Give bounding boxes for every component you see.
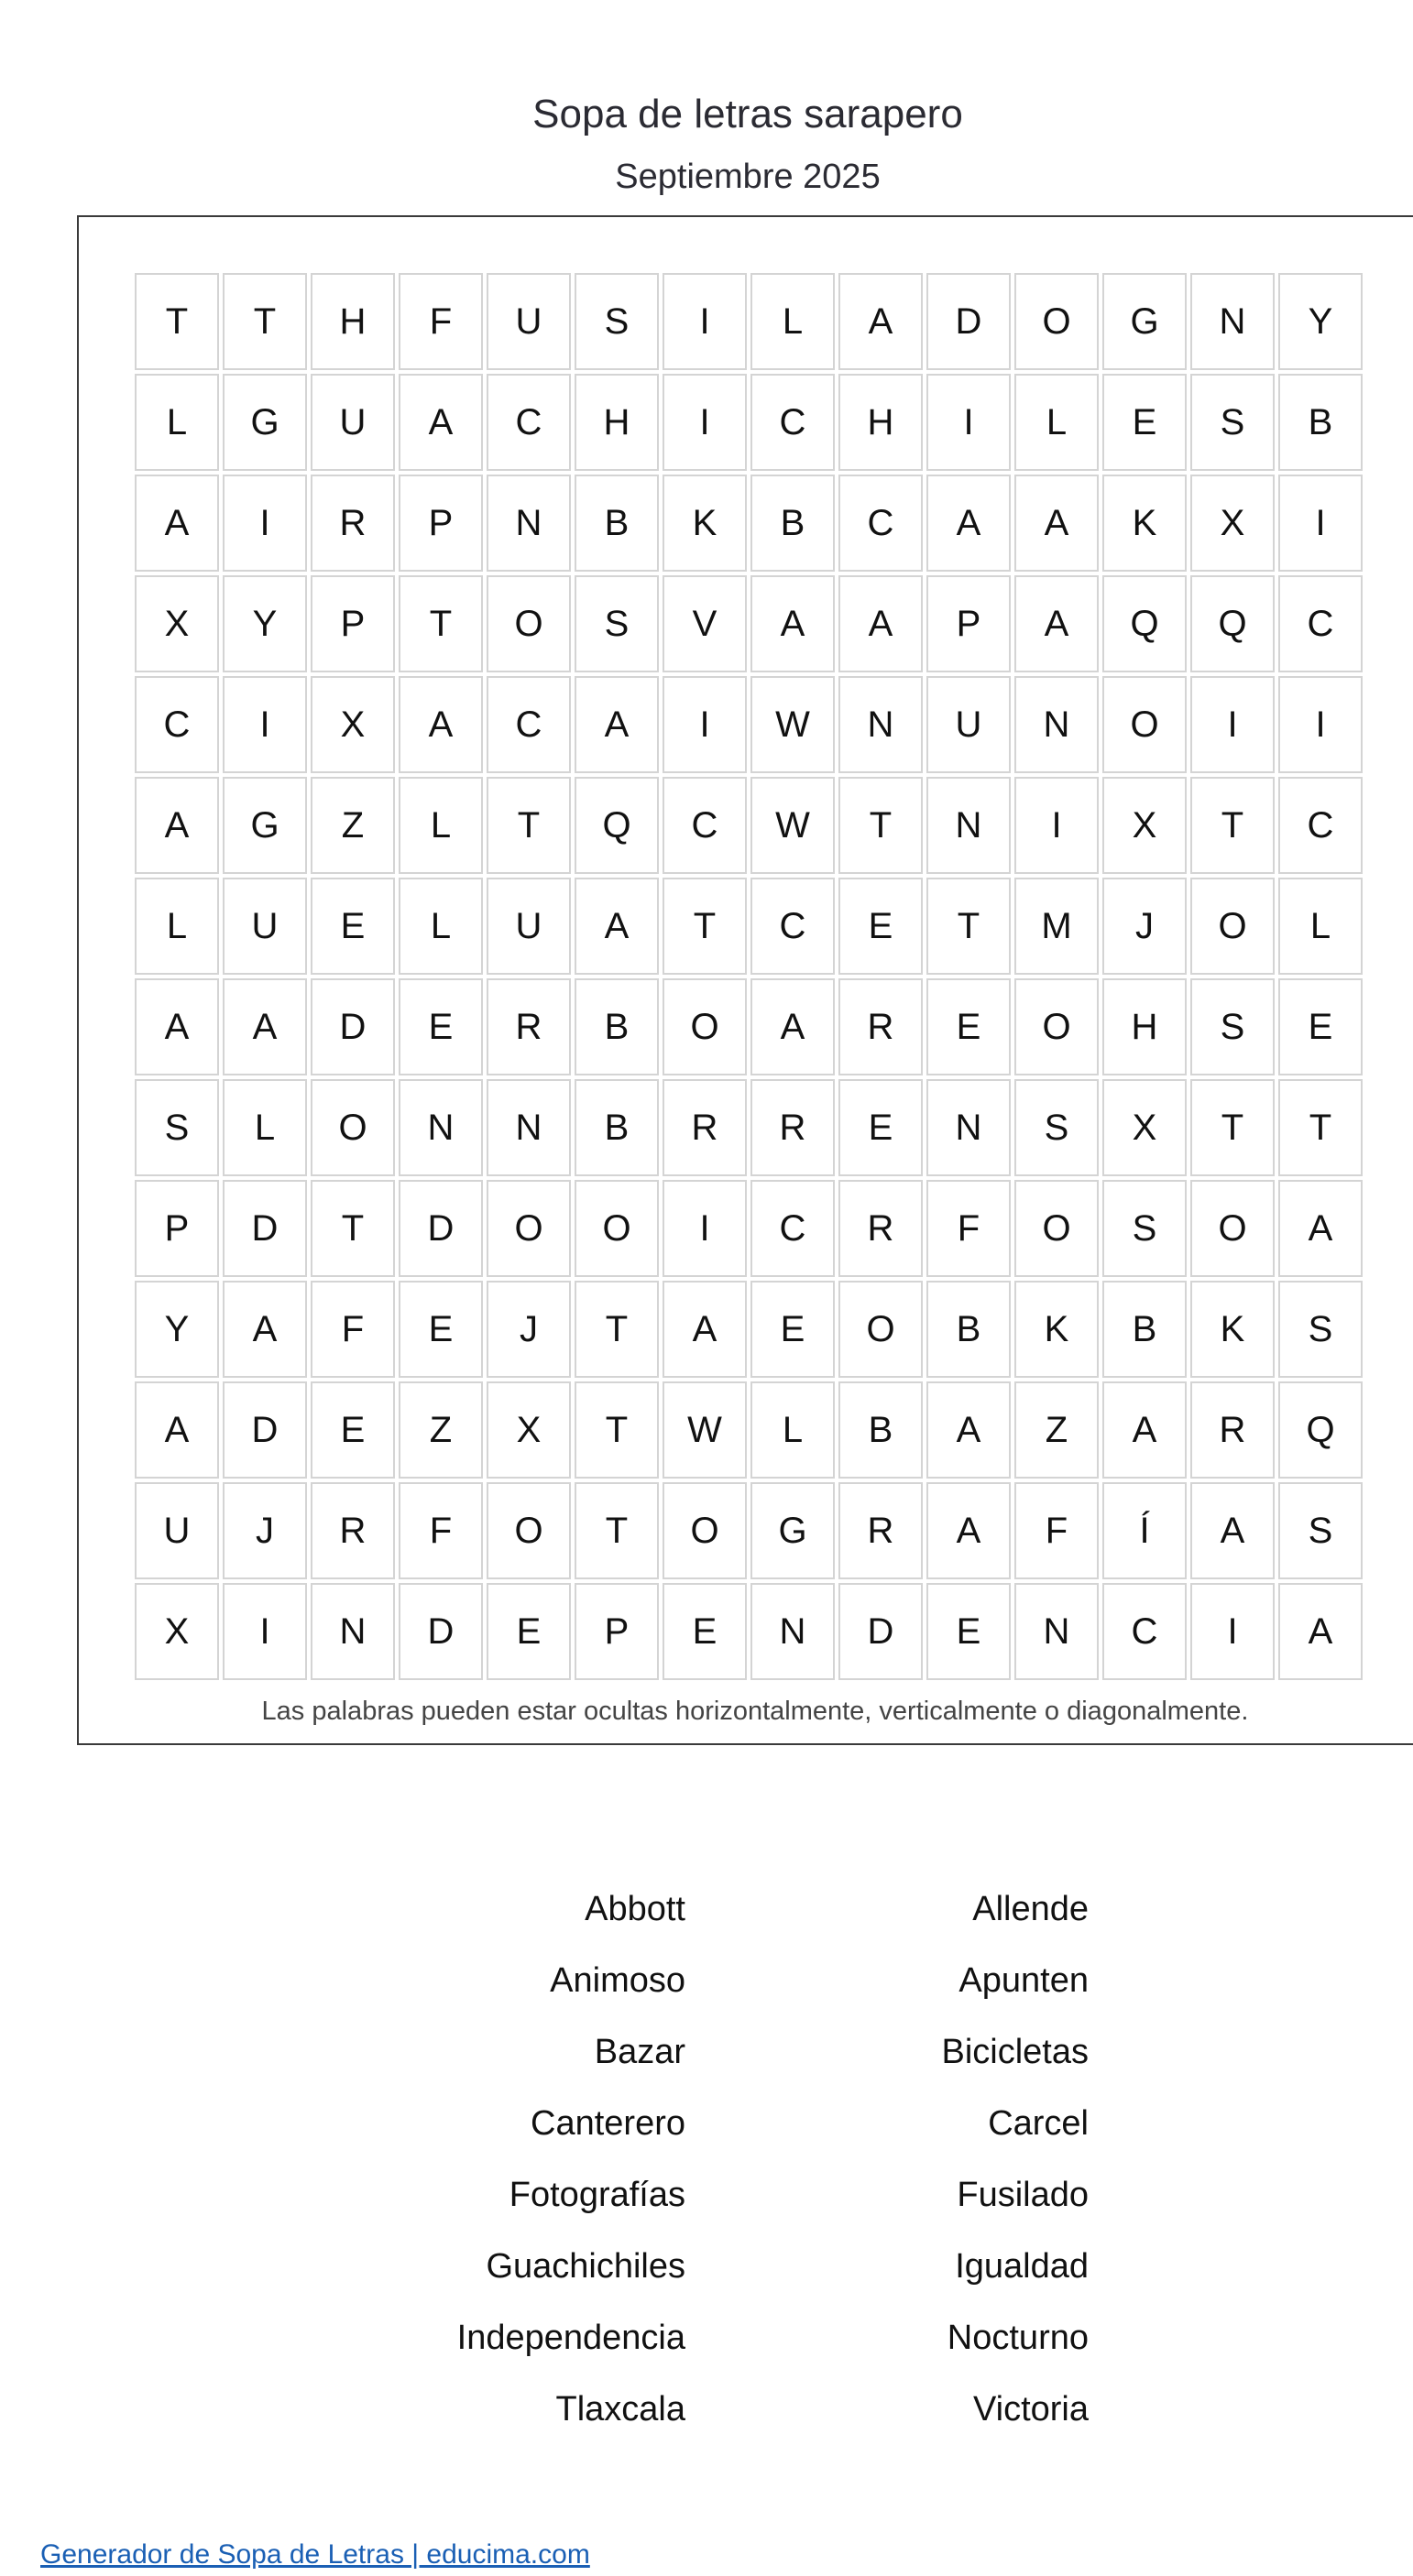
grid-cell: T xyxy=(663,878,747,975)
grid-cell: B xyxy=(1102,1281,1187,1378)
word-list-item: Tlaxcala xyxy=(555,2390,685,2429)
grid-cell: X xyxy=(1102,777,1187,874)
grid-cell: U xyxy=(311,374,395,471)
grid-cell: N xyxy=(926,1079,1011,1176)
grid-cell: K xyxy=(663,475,747,572)
grid-cell: B xyxy=(575,978,659,1075)
grid-cell: O xyxy=(487,1482,571,1579)
grid-cell: Q xyxy=(1190,575,1275,672)
grid-cell: B xyxy=(575,475,659,572)
grid-cell: A xyxy=(135,777,219,874)
grid-cell: E xyxy=(838,1079,923,1176)
grid-cell: T xyxy=(1190,777,1275,874)
puzzle-instructions: Las palabras pueden estar ocultas horizontalmente, verticalmente o diagonalmente. xyxy=(261,1697,1249,1726)
grid-cell: A xyxy=(838,273,923,370)
grid-cell: T xyxy=(311,1180,395,1277)
grid-cell: E xyxy=(311,1381,395,1479)
grid-cell: L xyxy=(135,374,219,471)
word-list-item: Igualdad xyxy=(955,2247,1089,2286)
word-list-item: Animoso xyxy=(550,1961,685,2000)
grid-cell: I xyxy=(1278,475,1363,572)
page-subtitle: Septiembre 2025 xyxy=(615,158,881,196)
word-list-item: Independencia xyxy=(456,2319,685,2357)
word-list-item: Bazar xyxy=(594,2033,685,2071)
grid-cell: Q xyxy=(1102,575,1187,672)
grid-cell: Í xyxy=(1102,1482,1187,1579)
grid-cell: L xyxy=(750,273,835,370)
grid-cell: G xyxy=(750,1482,835,1579)
grid-cell: T xyxy=(1190,1079,1275,1176)
grid-cell: S xyxy=(1190,978,1275,1075)
grid-cell: E xyxy=(399,1281,483,1378)
grid-cell: T xyxy=(926,878,1011,975)
grid-cell: X xyxy=(1102,1079,1187,1176)
grid-cell: G xyxy=(223,374,307,471)
grid-cell: I xyxy=(663,676,747,773)
word-list-item: Fusilado xyxy=(957,2176,1089,2214)
grid-cell: S xyxy=(1190,374,1275,471)
grid-cell: Y xyxy=(135,1281,219,1378)
grid-cell: S xyxy=(1014,1079,1099,1176)
grid-cell: C xyxy=(750,374,835,471)
grid-cell: A xyxy=(223,978,307,1075)
grid-cell: R xyxy=(311,475,395,572)
grid-cell: S xyxy=(1278,1281,1363,1378)
grid-cell: O xyxy=(575,1180,659,1277)
grid-cell: I xyxy=(223,475,307,572)
grid-cell: T xyxy=(1278,1079,1363,1176)
grid-cell: A xyxy=(1278,1180,1363,1277)
grid-cell: E xyxy=(838,878,923,975)
grid-cell: C xyxy=(1278,777,1363,874)
grid-cell: X xyxy=(135,1583,219,1680)
grid-cell: F xyxy=(311,1281,395,1378)
grid-cell: C xyxy=(135,676,219,773)
grid-cell: Y xyxy=(223,575,307,672)
grid-cell: U xyxy=(926,676,1011,773)
grid-cell: A xyxy=(663,1281,747,1378)
grid-cell: N xyxy=(838,676,923,773)
grid-cell: V xyxy=(663,575,747,672)
grid-cell: D xyxy=(399,1180,483,1277)
word-list-item: Guachichiles xyxy=(486,2247,685,2286)
grid-cell: O xyxy=(487,1180,571,1277)
grid-cell: E xyxy=(487,1583,571,1680)
grid-cell: E xyxy=(926,1583,1011,1680)
grid-cell: U xyxy=(135,1482,219,1579)
word-list-item: Nocturno xyxy=(947,2319,1089,2357)
grid-cell: X xyxy=(311,676,395,773)
grid-cell: E xyxy=(1278,978,1363,1075)
grid-cell: O xyxy=(663,1482,747,1579)
grid-cell: B xyxy=(1278,374,1363,471)
grid-cell: D xyxy=(311,978,395,1075)
grid-cell: J xyxy=(223,1482,307,1579)
grid-cell: O xyxy=(838,1281,923,1378)
grid-cell: D xyxy=(399,1583,483,1680)
grid-cell: E xyxy=(750,1281,835,1378)
word-list-item: Bicicletas xyxy=(941,2033,1089,2071)
grid-cell: A xyxy=(926,1381,1011,1479)
grid-cell: L xyxy=(223,1079,307,1176)
grid-cell: C xyxy=(750,878,835,975)
grid-cell: A xyxy=(750,978,835,1075)
grid-cell: B xyxy=(838,1381,923,1479)
grid-cell: N xyxy=(1190,273,1275,370)
grid-cell: C xyxy=(1102,1583,1187,1680)
grid-cell: I xyxy=(663,1180,747,1277)
grid-cell: G xyxy=(223,777,307,874)
grid-cell: H xyxy=(575,374,659,471)
grid-cell: E xyxy=(1102,374,1187,471)
grid-cell: I xyxy=(663,374,747,471)
grid-cell: T xyxy=(223,273,307,370)
grid-cell: A xyxy=(399,374,483,471)
grid-cell: A xyxy=(838,575,923,672)
grid-cell: X xyxy=(1190,475,1275,572)
grid-cell: I xyxy=(1014,777,1099,874)
grid-cell: X xyxy=(135,575,219,672)
grid-cell: Y xyxy=(1278,273,1363,370)
word-list-item: Carcel xyxy=(988,2104,1089,2143)
grid-cell: U xyxy=(487,878,571,975)
grid-cell: L xyxy=(135,878,219,975)
grid-cell: A xyxy=(223,1281,307,1378)
grid-cell: K xyxy=(1014,1281,1099,1378)
grid-cell: O xyxy=(1190,1180,1275,1277)
grid-cell: A xyxy=(575,878,659,975)
grid-cell: S xyxy=(575,575,659,672)
grid-cell: M xyxy=(1014,878,1099,975)
grid-cell: L xyxy=(750,1381,835,1479)
grid-cell: U xyxy=(223,878,307,975)
grid-cell: E xyxy=(663,1583,747,1680)
grid-cell: O xyxy=(1014,273,1099,370)
grid-cell: N xyxy=(487,475,571,572)
grid-cell: B xyxy=(575,1079,659,1176)
grid-cell: R xyxy=(838,1180,923,1277)
grid-cell: C xyxy=(838,475,923,572)
grid-cell: L xyxy=(1014,374,1099,471)
grid-cell: T xyxy=(575,1482,659,1579)
grid-cell: O xyxy=(311,1079,395,1176)
grid-cell: L xyxy=(1278,878,1363,975)
grid-cell: R xyxy=(663,1079,747,1176)
word-list-item: Allende xyxy=(972,1890,1089,1928)
grid-cell: A xyxy=(1014,475,1099,572)
grid-cell: D xyxy=(223,1381,307,1479)
word-list-item: Fotografías xyxy=(509,2176,685,2214)
grid-cell: W xyxy=(750,676,835,773)
grid-cell: A xyxy=(135,978,219,1075)
grid-cell: N xyxy=(926,777,1011,874)
grid-cell: Z xyxy=(1014,1381,1099,1479)
grid-cell: P xyxy=(926,575,1011,672)
grid-cell: F xyxy=(399,273,483,370)
grid-cell: B xyxy=(750,475,835,572)
grid-cell: J xyxy=(487,1281,571,1378)
grid-cell: H xyxy=(1102,978,1187,1075)
grid-cell: Z xyxy=(399,1381,483,1479)
grid-cell: U xyxy=(487,273,571,370)
grid-cell: A xyxy=(399,676,483,773)
grid-cell: G xyxy=(1102,273,1187,370)
grid-cell: L xyxy=(399,777,483,874)
grid-cell: R xyxy=(838,978,923,1075)
grid-cell: O xyxy=(1014,1180,1099,1277)
grid-cell: R xyxy=(311,1482,395,1579)
grid-cell: A xyxy=(926,475,1011,572)
grid-cell: P xyxy=(399,475,483,572)
grid-cell: R xyxy=(1190,1381,1275,1479)
grid-cell: L xyxy=(399,878,483,975)
grid-cell: X xyxy=(487,1381,571,1479)
grid-cell: A xyxy=(926,1482,1011,1579)
grid-cell: T xyxy=(575,1281,659,1378)
grid-cell: H xyxy=(311,273,395,370)
grid-cell: O xyxy=(1014,978,1099,1075)
grid-cell: O xyxy=(1102,676,1187,773)
grid-cell: C xyxy=(487,676,571,773)
grid-cell: O xyxy=(1190,878,1275,975)
grid-cell: P xyxy=(311,575,395,672)
grid-cell: D xyxy=(838,1583,923,1680)
grid-cell: Z xyxy=(311,777,395,874)
grid-cell: A xyxy=(1102,1381,1187,1479)
grid-cell: N xyxy=(1014,676,1099,773)
grid-cell: I xyxy=(223,1583,307,1680)
grid-cell: A xyxy=(1014,575,1099,672)
grid-cell: O xyxy=(663,978,747,1075)
grid-cell: C xyxy=(750,1180,835,1277)
grid-cell: H xyxy=(838,374,923,471)
grid-cell: N xyxy=(750,1583,835,1680)
grid-cell: B xyxy=(926,1281,1011,1378)
grid-cell: P xyxy=(575,1583,659,1680)
grid-cell: N xyxy=(311,1583,395,1680)
grid-cell: N xyxy=(487,1079,571,1176)
grid-cell: R xyxy=(838,1482,923,1579)
grid-cell: E xyxy=(926,978,1011,1075)
grid-cell: A xyxy=(750,575,835,672)
grid-cell: Q xyxy=(1278,1381,1363,1479)
grid-cell: Q xyxy=(575,777,659,874)
educima-generator-link[interactable]: Generador de Sopa de Letras | educima.com xyxy=(40,2539,590,2570)
grid-cell: I xyxy=(1190,1583,1275,1680)
grid-cell: W xyxy=(663,1381,747,1479)
letter-grid xyxy=(135,273,1363,1680)
grid-cell: E xyxy=(311,878,395,975)
grid-cell: I xyxy=(1278,676,1363,773)
grid-cell: I xyxy=(663,273,747,370)
word-list-item: Abbott xyxy=(585,1890,685,1928)
grid-cell: C xyxy=(663,777,747,874)
grid-cell: S xyxy=(575,273,659,370)
grid-cell: D xyxy=(223,1180,307,1277)
grid-cell: K xyxy=(1190,1281,1275,1378)
grid-cell: S xyxy=(1278,1482,1363,1579)
grid-cell: J xyxy=(1102,878,1187,975)
grid-cell: N xyxy=(399,1079,483,1176)
grid-cell: A xyxy=(575,676,659,773)
grid-cell: T xyxy=(399,575,483,672)
word-list-item: Victoria xyxy=(972,2390,1089,2429)
grid-cell: N xyxy=(1014,1583,1099,1680)
word-list xyxy=(275,1885,1100,2457)
grid-cell: R xyxy=(487,978,571,1075)
page-title: Sopa de letras sarapero xyxy=(532,92,963,136)
grid-cell: D xyxy=(926,273,1011,370)
grid-cell: C xyxy=(487,374,571,471)
grid-cell: T xyxy=(838,777,923,874)
word-list-item: Apunten xyxy=(958,1961,1089,2000)
grid-cell: A xyxy=(135,1381,219,1479)
grid-cell: I xyxy=(1190,676,1275,773)
grid-cell: I xyxy=(223,676,307,773)
grid-cell: E xyxy=(399,978,483,1075)
grid-cell: F xyxy=(926,1180,1011,1277)
grid-cell: R xyxy=(750,1079,835,1176)
grid-cell: O xyxy=(487,575,571,672)
grid-cell: C xyxy=(1278,575,1363,672)
word-list-item: Canterero xyxy=(531,2104,685,2143)
grid-cell: S xyxy=(135,1079,219,1176)
grid-cell: F xyxy=(399,1482,483,1579)
grid-cell: W xyxy=(750,777,835,874)
grid-cell: A xyxy=(1190,1482,1275,1579)
grid-cell: A xyxy=(1278,1583,1363,1680)
grid-cell: P xyxy=(135,1180,219,1277)
grid-cell: A xyxy=(135,475,219,572)
grid-cell: T xyxy=(575,1381,659,1479)
grid-cell: T xyxy=(487,777,571,874)
grid-cell: K xyxy=(1102,475,1187,572)
grid-cell: F xyxy=(1014,1482,1099,1579)
grid-cell: S xyxy=(1102,1180,1187,1277)
grid-cell: I xyxy=(926,374,1011,471)
grid-cell: T xyxy=(135,273,219,370)
